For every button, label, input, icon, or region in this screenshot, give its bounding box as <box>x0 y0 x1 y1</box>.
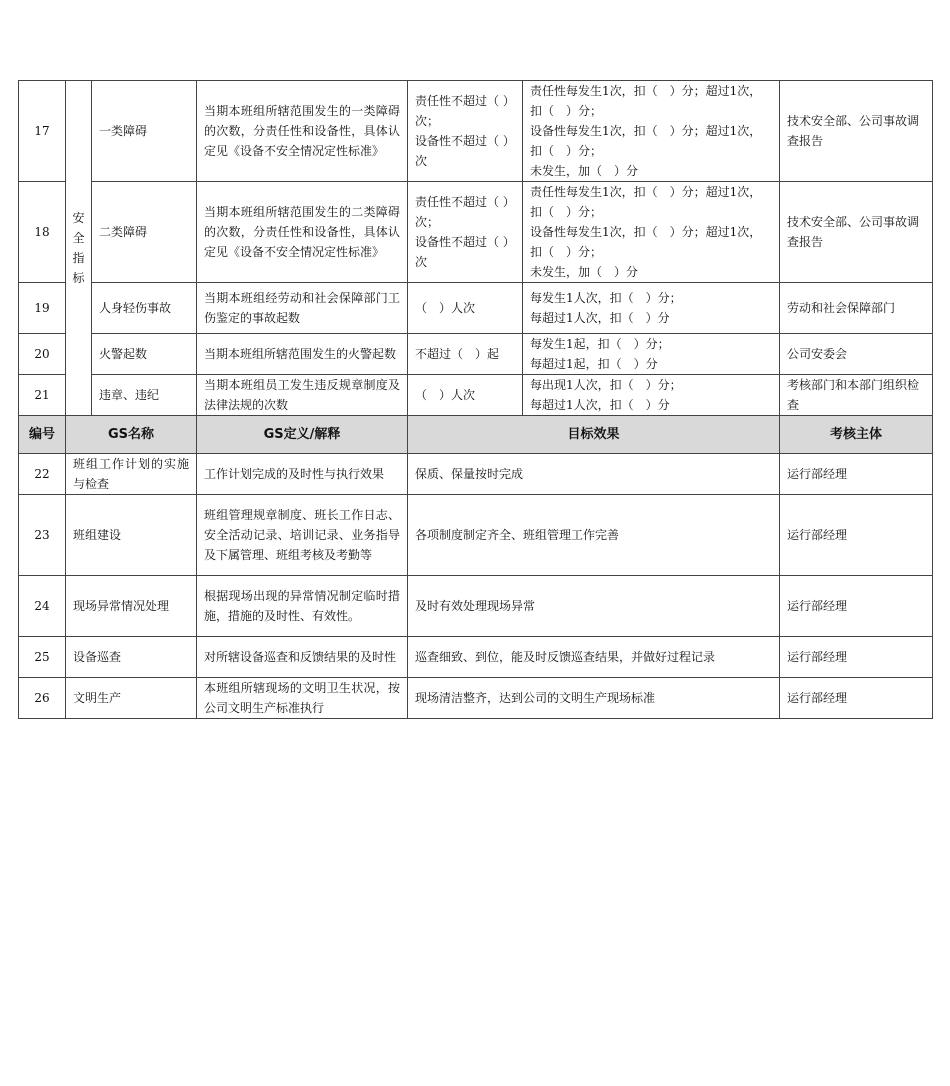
gs-definition: 对所辖设备巡查和反馈结果的及时性 <box>197 637 408 678</box>
indicator-name: 一类障碍 <box>92 81 197 182</box>
indicator-name: 二类障碍 <box>92 182 197 283</box>
header-name: GS名称 <box>66 416 197 454</box>
row-number: 26 <box>19 678 66 719</box>
data-source: 劳动和社会保障部门 <box>780 283 933 334</box>
header-target: 目标效果 <box>408 416 780 454</box>
row-number: 23 <box>19 495 66 576</box>
gs-owner: 运行部经理 <box>780 678 933 719</box>
indicator-name: 违章、违纪 <box>92 375 197 416</box>
scoring-rule: 责任性每发生1次，扣（ ）分；超过1次，扣（ ）分； 设备性每发生1次，扣（ ）分；超过1次，扣（ ）分； 未发生，加（ ）分 <box>523 182 780 283</box>
target-value: 责任性不超过（ ）次； 设备性不超过（ ）次 <box>408 182 523 283</box>
gs-definition: 班组管理规章制度、班长工作日志、安全活动记录、培训记录、业务指导及下属管理、班组考核及考勤等 <box>197 495 408 576</box>
table-row <box>19 81 933 182</box>
data-source: 公司安委会 <box>780 334 933 375</box>
indicator-name: 火警起数 <box>92 334 197 375</box>
row-number: 18 <box>19 182 66 283</box>
row-number: 22 <box>19 454 66 495</box>
gs-name: 设备巡查 <box>66 637 197 678</box>
gs-indicator-table <box>18 415 933 719</box>
category-cell <box>66 81 92 416</box>
gs-target: 现场清洁整齐，达到公司的文明生产现场标准 <box>408 678 780 719</box>
indicator-definition: 当期本班组员工发生违反规章制度及法律法规的次数 <box>197 375 408 416</box>
header-owner: 考核主体 <box>780 416 933 454</box>
row-number: 19 <box>19 283 66 334</box>
header-no: 编号 <box>19 416 66 454</box>
scoring-rule: 责任性每发生1次，扣（ ）分；超过1次，扣（ ）分； 设备性每发生1次，扣（ ）分；超过1次，扣（ ）分； 未发生，加（ ）分 <box>523 81 780 182</box>
table-row <box>19 495 933 576</box>
table-row <box>19 334 933 375</box>
gs-target: 保质、保量按时完成 <box>408 454 780 495</box>
gs-definition: 根据现场出现的异常情况制定临时措施，措施的及时性、有效性。 <box>197 576 408 637</box>
gs-owner: 运行部经理 <box>780 637 933 678</box>
gs-owner: 运行部经理 <box>780 495 933 576</box>
table-row <box>19 454 933 495</box>
target-value: （ ）人次 <box>408 375 523 416</box>
table-row <box>19 283 933 334</box>
indicator-definition: 当期本班组所辖范围发生的火警起数 <box>197 334 408 375</box>
indicator-definition: 当期本班组经劳动和社会保障部门工伤鉴定的事故起数 <box>197 283 408 334</box>
target-value: 责任性不超过（ ）次； 设备性不超过（ ）次 <box>408 81 523 182</box>
gs-target: 及时有效处理现场异常 <box>408 576 780 637</box>
target-value: （ ）人次 <box>408 283 523 334</box>
data-source: 技术安全部、公司事故调查报告 <box>780 182 933 283</box>
table-row <box>19 637 933 678</box>
gs-definition: 工作计划完成的及时性与执行效果 <box>197 454 408 495</box>
data-source: 考核部门和本部门组织检查 <box>780 375 933 416</box>
gs-target: 各项制度制定齐全、班组管理工作完善 <box>408 495 780 576</box>
table-row <box>19 576 933 637</box>
gs-name: 文明生产 <box>66 678 197 719</box>
row-number: 24 <box>19 576 66 637</box>
gs-target: 巡查细致、到位，能及时反馈巡查结果，并做好过程记录 <box>408 637 780 678</box>
gs-owner: 运行部经理 <box>780 576 933 637</box>
row-number: 20 <box>19 334 66 375</box>
row-number: 17 <box>19 81 66 182</box>
scoring-rule: 每发生1人次，扣（ ）分； 每超过1人次，扣（ ）分 <box>523 283 780 334</box>
gs-definition: 本班组所辖现场的文明卫生状况，按公司文明生产标准执行 <box>197 678 408 719</box>
table-header-row <box>19 416 933 454</box>
gs-name: 现场异常情况处理 <box>66 576 197 637</box>
indicator-definition: 当期本班组所辖范围发生的二类障碍的次数，分责任性和设备性，具体认定见《设备不安全情况定性标准》 <box>197 182 408 283</box>
row-number: 25 <box>19 637 66 678</box>
table-row <box>19 375 933 416</box>
table-row <box>19 182 933 283</box>
target-value: 不超过（ ）起 <box>408 334 523 375</box>
scoring-rule: 每出现1人次，扣（ ）分； 每超过1人次，扣（ ）分 <box>523 375 780 416</box>
scoring-rule: 每发生1起，扣（ ）分； 每超过1起，扣（ ）分 <box>523 334 780 375</box>
table-row <box>19 678 933 719</box>
data-source: 技术安全部、公司事故调查报告 <box>780 81 933 182</box>
gs-name: 班组建设 <box>66 495 197 576</box>
indicator-name: 人身轻伤事故 <box>92 283 197 334</box>
row-number: 21 <box>19 375 66 416</box>
gs-name: 班组工作计划的实施与检查 <box>66 454 197 495</box>
gs-owner: 运行部经理 <box>780 454 933 495</box>
indicator-definition: 当期本班组所辖范围发生的一类障碍的次数，分责任性和设备性，具体认定见《设备不安全情况定性标准》 <box>197 81 408 182</box>
category-label: 安全指标 <box>72 211 85 285</box>
header-definition: GS定义/解释 <box>197 416 408 454</box>
safety-indicator-table <box>18 80 933 416</box>
